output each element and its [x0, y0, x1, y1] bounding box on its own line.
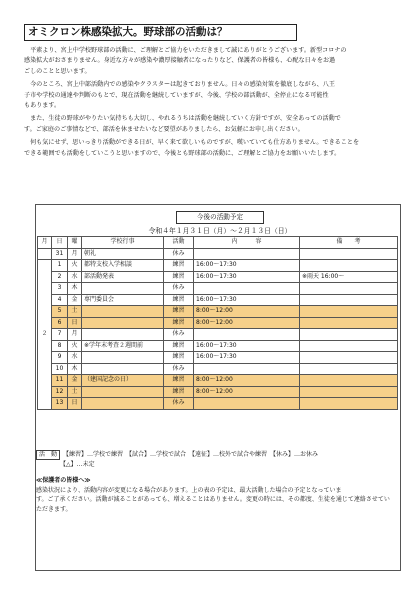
activity-cell: 休み — [164, 248, 194, 260]
header-day: 日 — [52, 237, 68, 249]
weekday-cell: 金 — [68, 375, 82, 387]
weekday-cell: 日 — [68, 398, 82, 410]
weekday-cell: 月 — [68, 248, 82, 260]
weekday-cell: 日 — [68, 317, 82, 329]
schedule-row — [38, 317, 398, 329]
header-remarks: 備 考 — [300, 237, 398, 249]
content-cell: 8:00〜12:00 — [194, 386, 300, 398]
content-cell — [194, 398, 300, 410]
content-cell — [194, 283, 300, 295]
activity-cell: 練習 — [164, 386, 194, 398]
school-event-cell — [82, 306, 164, 318]
day-cell: 31 — [52, 248, 68, 260]
weekday-cell: 土 — [68, 306, 82, 318]
schedule-row — [38, 260, 398, 272]
remarks-cell — [300, 306, 398, 318]
remarks-cell — [300, 375, 398, 387]
activity-cell: 休み — [164, 363, 194, 375]
school-event-cell: （建国記念の日） — [82, 375, 164, 387]
school-event-cell: 都特支校入学相談 — [82, 260, 164, 272]
remarks-cell — [300, 386, 398, 398]
weekday-cell: 木 — [68, 283, 82, 295]
paragraph-2: 今のところ、宮上中部活動内での感染やクラスターは起きておりません。日々の感染対策を徹底しながら、八王 子市や学校の通達や判断のもとで、現在活動を継続していますが、今後、学校の部活動が、全停止になる可能性 もあります。 — [24, 81, 335, 110]
content-cell — [194, 363, 300, 375]
school-event-cell — [82, 352, 164, 364]
schedule-date-range: 令和４年１月３１日（月）〜２月１３日（日） — [148, 227, 292, 235]
intro-text — [24, 46, 400, 159]
school-event-cell — [82, 363, 164, 375]
weekday-cell: 水 — [68, 352, 82, 364]
school-event-cell — [82, 398, 164, 410]
weekday-cell: 月 — [68, 329, 82, 341]
remarks-cell: ※雨天 16:00〜 — [300, 271, 398, 283]
schedule-row — [38, 294, 398, 306]
weekday-cell: 火 — [68, 260, 82, 272]
notes-line-1: 感染状況により、活動内容が変更になる場合があります。上の表の予定は、最大活動した場合の予定となっていま — [36, 486, 342, 494]
activity-cell: 練習 — [164, 352, 194, 364]
legend-label: 活 動 — [36, 450, 60, 460]
weekday-cell: 土 — [68, 386, 82, 398]
school-event-cell — [82, 317, 164, 329]
header-month: 月 — [38, 237, 52, 249]
paragraph-3: また、生徒の野球がやりたい気持ちも大切し、やれるうちは活動を継続していく方針ですが、安全あっての活動で す。ご家庭のご事情などで、部活を休ませたいなど要望がありましたら、お気軽にお申し出ください。 — [24, 115, 341, 133]
content-cell — [194, 248, 300, 260]
content-cell: 8:00〜12:00 — [194, 317, 300, 329]
activity-cell: 練習 — [164, 271, 194, 283]
day-cell: 8 — [52, 340, 68, 352]
legend-line-2: 【△】…未定 — [60, 461, 95, 468]
remarks-cell — [300, 363, 398, 375]
content-cell: 8:00〜12:00 — [194, 375, 300, 387]
content-cell: 16:00〜17:30 — [194, 260, 300, 272]
legend-line-1: 【練習】…学校で練習 【試合】…学校で試合 【遠征】…校外で試合や練習 【休み】…お休み — [63, 451, 319, 458]
remarks-cell — [300, 260, 398, 272]
day-cell: 6 — [52, 317, 68, 329]
content-cell — [194, 329, 300, 341]
remarks-cell — [300, 248, 398, 260]
day-cell: 2 — [52, 271, 68, 283]
school-event-cell: 部活動発表 — [82, 271, 164, 283]
day-cell: 7 — [52, 329, 68, 341]
remarks-cell — [300, 329, 398, 341]
content-cell: 16:00〜17:30 — [194, 294, 300, 306]
schedule-row — [38, 248, 398, 260]
paragraph-4: 何も気にせず、思いっきり活動ができる日が、早く来て欲しいものですが、嘆いていても仕方ありません。できることを できる範囲でも活動をしていこうと思いますので、今後とも野球部の活動に、ご理解とご協力をお願いいたします。 — [24, 139, 360, 157]
day-cell: 11 — [52, 375, 68, 387]
header-content: 内 容 — [194, 237, 300, 249]
activity-cell: 練習 — [164, 260, 194, 272]
school-event-cell: 専門委員会 — [82, 294, 164, 306]
weekday-cell: 水 — [68, 271, 82, 283]
activity-cell: 休み — [164, 283, 194, 295]
activity-cell: 練習 — [164, 375, 194, 387]
schedule-row — [38, 352, 398, 364]
day-cell: 12 — [52, 386, 68, 398]
guardian-notes — [36, 476, 392, 514]
header-weekday: 曜 — [68, 237, 82, 249]
activity-cell: 練習 — [164, 306, 194, 318]
schedule-row — [38, 386, 398, 398]
day-cell: 4 — [52, 294, 68, 306]
content-cell: 16:00〜17:30 — [194, 352, 300, 364]
weekday-cell: 木 — [68, 363, 82, 375]
schedule-title: 今後の活動予定 — [176, 211, 264, 224]
activity-cell: 休み — [164, 398, 194, 410]
weekday-cell: 金 — [68, 294, 82, 306]
day-cell: 1 — [52, 260, 68, 272]
remarks-cell — [300, 294, 398, 306]
header-school-event: 学校行事 — [82, 237, 164, 249]
remarks-cell — [300, 352, 398, 364]
page-title: オミクロン株感染拡大。野球部の活動は？ — [24, 24, 297, 41]
day-cell: 9 — [52, 352, 68, 364]
legend — [36, 450, 318, 469]
school-event-cell — [82, 283, 164, 295]
schedule-header-row — [38, 237, 398, 249]
school-event-cell: ※学年末考査２週間前 — [82, 340, 164, 352]
school-event-cell: 朝礼 — [82, 248, 164, 260]
remarks-cell — [300, 317, 398, 329]
weekday-cell: 火 — [68, 340, 82, 352]
day-cell: 10 — [52, 363, 68, 375]
notes-line-2: す。ご了承ください。活動が減ることがあっても、増えることはありません。変更の時には、その都度、生徒を通じて連絡させてい — [36, 496, 390, 504]
header-activity: 活動 — [164, 237, 194, 249]
month-cell: ２ — [38, 260, 52, 410]
content-cell: 16:00〜17:30 — [194, 340, 300, 352]
day-cell: 5 — [52, 306, 68, 318]
activity-cell: 練習 — [164, 294, 194, 306]
content-cell: 16:00〜17:30 — [194, 271, 300, 283]
activity-cell: 練習 — [164, 340, 194, 352]
schedule-row — [38, 306, 398, 318]
notes-line-3: ただきます。 — [36, 505, 72, 513]
day-cell: 13 — [52, 398, 68, 410]
schedule-table — [37, 236, 398, 410]
remarks-cell — [300, 283, 398, 295]
schedule-row — [38, 363, 398, 375]
activity-cell: 休み — [164, 329, 194, 341]
schedule-row — [38, 375, 398, 387]
schedule-row — [38, 340, 398, 352]
schedule-row — [38, 283, 398, 295]
remarks-cell — [300, 398, 398, 410]
schedule-row — [38, 329, 398, 341]
schedule-row — [38, 398, 398, 410]
school-event-cell — [82, 386, 164, 398]
month-cell — [38, 248, 52, 260]
schedule-row — [38, 271, 398, 283]
remarks-cell — [300, 340, 398, 352]
paragraph-1: 平素より、宮上中学校野球部の活動に、ご理解とご協力をいただきまして誠にありがとうございます。新型コロナの 感染拡大がおさまりません。身近な方々が感染や濃厚接触者になったりなど、保護者の皆様も、心配な日々をお過 ごしのことと思います。 — [24, 47, 347, 75]
day-cell: 3 — [52, 283, 68, 295]
activity-cell: 練習 — [164, 317, 194, 329]
content-cell: 8:00〜12:00 — [194, 306, 300, 318]
school-event-cell — [82, 329, 164, 341]
notes-heading: ≪保護者の皆様へ≫ — [36, 477, 91, 484]
